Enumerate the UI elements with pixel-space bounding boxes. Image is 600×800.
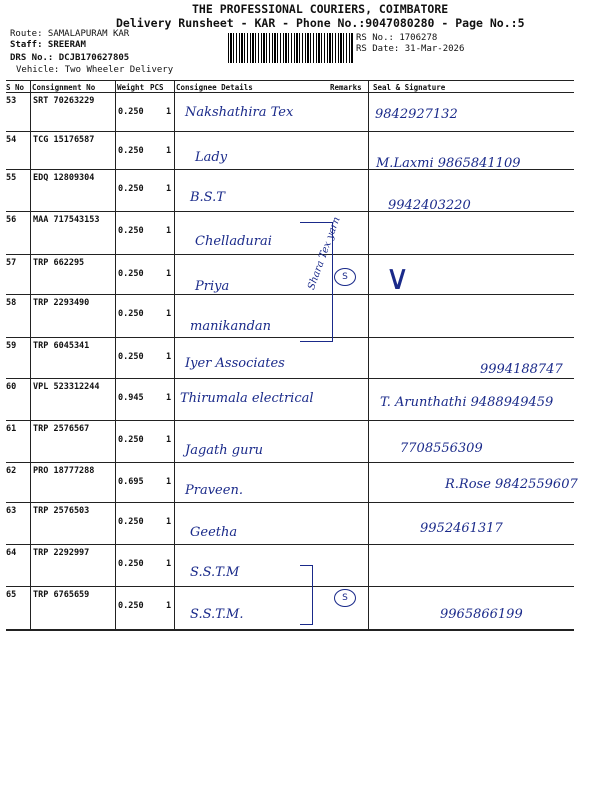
row-consignment-no: TRP 6045341 xyxy=(33,341,90,351)
col-sno: S No xyxy=(6,83,25,92)
row-consignment-no: SRT 70263229 xyxy=(33,96,95,106)
stamp-mark: S xyxy=(334,268,356,286)
row-consignee: Jagath guru xyxy=(185,443,264,458)
row-pcs: 1 xyxy=(166,559,172,569)
row-consignment-no: PRO 18777288 xyxy=(33,466,95,476)
header-bottom-rule xyxy=(6,92,574,93)
col-consignment: Consignment No xyxy=(32,83,96,92)
row-sno: 55 xyxy=(6,173,17,183)
vehicle-label: Vehicle: Two Wheeler Delivery xyxy=(16,65,174,75)
row-pcs: 1 xyxy=(166,269,172,279)
row-pcs: 1 xyxy=(166,435,172,445)
row-sno: 62 xyxy=(6,466,17,476)
row-consignment-no: MAA 717543153 xyxy=(33,215,100,225)
row-pcs: 1 xyxy=(166,226,172,236)
row-pcs: 1 xyxy=(166,184,172,194)
row-consignee: Nakshathira Tex xyxy=(185,105,294,120)
row-divider xyxy=(6,211,574,212)
row-consignee: Priya xyxy=(195,279,230,294)
row-signature: R.Rose 9842559607 xyxy=(445,477,578,492)
row-weight: 0.250 xyxy=(118,435,144,445)
row-signature: 9942403220 xyxy=(388,198,471,213)
col-divider xyxy=(30,80,31,630)
row-sno: 54 xyxy=(6,135,17,145)
row-weight: 0.250 xyxy=(118,107,144,117)
row-weight: 0.250 xyxy=(118,601,144,611)
table-bottom-rule xyxy=(6,630,574,631)
row-weight: 0.250 xyxy=(118,309,144,319)
row-signature: 9842927132 xyxy=(375,107,458,122)
company-title: THE PROFESSIONAL COURIERS, COIMBATORE xyxy=(192,2,449,16)
row-consignment-no: TRP 2576567 xyxy=(33,424,90,434)
row-sno: 61 xyxy=(6,424,17,434)
row-consignee: Praveen. xyxy=(185,483,243,498)
row-pcs: 1 xyxy=(166,352,172,362)
row-signature: T. Arunthathi 9488949459 xyxy=(380,395,554,410)
col-seal: Seal & Signature xyxy=(373,83,446,92)
row-consignment-no: TRP 2293490 xyxy=(33,298,90,308)
drs-label: DRS No.: DCJB170627805 xyxy=(10,53,130,63)
row-consignment-no: TCG 15176587 xyxy=(33,135,95,145)
row-consignee: Thirumala electrical xyxy=(180,391,314,406)
signature-scribble: ∨ xyxy=(385,258,410,298)
barcode xyxy=(228,33,353,63)
runsheet-subtitle: Delivery Runsheet - KAR - Phone No.:9047080280 - Page No.:5 xyxy=(116,16,525,30)
row-signature: 9965866199 xyxy=(440,607,523,622)
row-divider xyxy=(6,586,574,587)
col-consignee: Consignee Details xyxy=(176,83,253,92)
group-bracket-2 xyxy=(300,565,313,625)
route-label: Route: SAMALAPURAM KAR xyxy=(10,29,130,39)
row-consignee: Lady xyxy=(195,150,228,165)
row-consignee: S.S.T.M. xyxy=(190,607,244,622)
row-signature: M.Laxmi 9865841109 xyxy=(376,156,521,171)
row-weight: 0.250 xyxy=(118,146,144,156)
row-consignee: Iyer Associates xyxy=(185,356,285,371)
row-weight: 0.250 xyxy=(118,559,144,569)
col-divider xyxy=(115,80,116,630)
row-sno: 57 xyxy=(6,258,17,268)
row-consignee: Chelladurai xyxy=(195,234,272,249)
rs-number: RS No.: 1706278 xyxy=(356,33,438,43)
row-pcs: 1 xyxy=(166,393,172,403)
row-divider xyxy=(6,254,574,255)
row-weight: 0.945 xyxy=(118,393,144,403)
col-weight: Weight xyxy=(117,83,145,92)
row-divider xyxy=(6,502,574,503)
row-consignment-no: EDQ 12809304 xyxy=(33,173,95,183)
row-signature: 9952461317 xyxy=(420,521,503,536)
row-signature: 7708556309 xyxy=(400,441,483,456)
group-note: Shara Tex yarn xyxy=(306,215,343,292)
header-top-rule xyxy=(6,80,574,81)
col-remarks: Remarks xyxy=(330,83,362,92)
row-divider xyxy=(6,378,574,379)
row-consignment-no: VPL 523312244 xyxy=(33,382,100,392)
row-consignment-no: TRP 2292997 xyxy=(33,548,90,558)
row-weight: 0.250 xyxy=(118,352,144,362)
staff-label: Staff: SREERAM xyxy=(10,40,86,50)
row-pcs: 1 xyxy=(166,309,172,319)
row-weight: 0.250 xyxy=(118,226,144,236)
row-sno: 58 xyxy=(6,298,17,308)
row-divider xyxy=(6,337,574,338)
row-signature: 9994188747 xyxy=(480,362,563,377)
row-pcs: 1 xyxy=(166,107,172,117)
row-pcs: 1 xyxy=(166,146,172,156)
row-consignment-no: TRP 2576503 xyxy=(33,506,90,516)
stamp-mark-2: S xyxy=(334,589,356,607)
row-sno: 59 xyxy=(6,341,17,351)
row-consignment-no: TRP 662295 xyxy=(33,258,85,268)
row-sno: 64 xyxy=(6,548,17,558)
row-consignment-no: TRP 6765659 xyxy=(33,590,90,600)
row-sno: 60 xyxy=(6,382,17,392)
row-consignee: manikandan xyxy=(190,319,272,334)
row-consignee: Geetha xyxy=(190,525,238,540)
row-sno: 56 xyxy=(6,215,17,225)
row-pcs: 1 xyxy=(166,601,172,611)
row-sno: 63 xyxy=(6,506,17,516)
col-divider xyxy=(174,80,175,630)
col-pcs: PCS xyxy=(150,83,164,92)
row-weight: 0.250 xyxy=(118,184,144,194)
row-divider xyxy=(6,544,574,545)
row-divider xyxy=(6,131,574,132)
row-pcs: 1 xyxy=(166,517,172,527)
row-weight: 0.695 xyxy=(118,477,144,487)
row-pcs: 1 xyxy=(166,477,172,487)
row-divider xyxy=(6,420,574,421)
row-divider xyxy=(6,294,574,295)
row-sno: 53 xyxy=(6,96,17,106)
col-divider xyxy=(368,80,369,630)
row-weight: 0.250 xyxy=(118,517,144,527)
row-weight: 0.250 xyxy=(118,269,144,279)
row-consignee: B.S.T xyxy=(190,190,225,205)
rs-date: RS Date: 31-Mar-2026 xyxy=(356,44,465,54)
row-sno: 65 xyxy=(6,590,17,600)
row-consignee: S.S.T.M xyxy=(190,565,240,580)
row-divider xyxy=(6,462,574,463)
